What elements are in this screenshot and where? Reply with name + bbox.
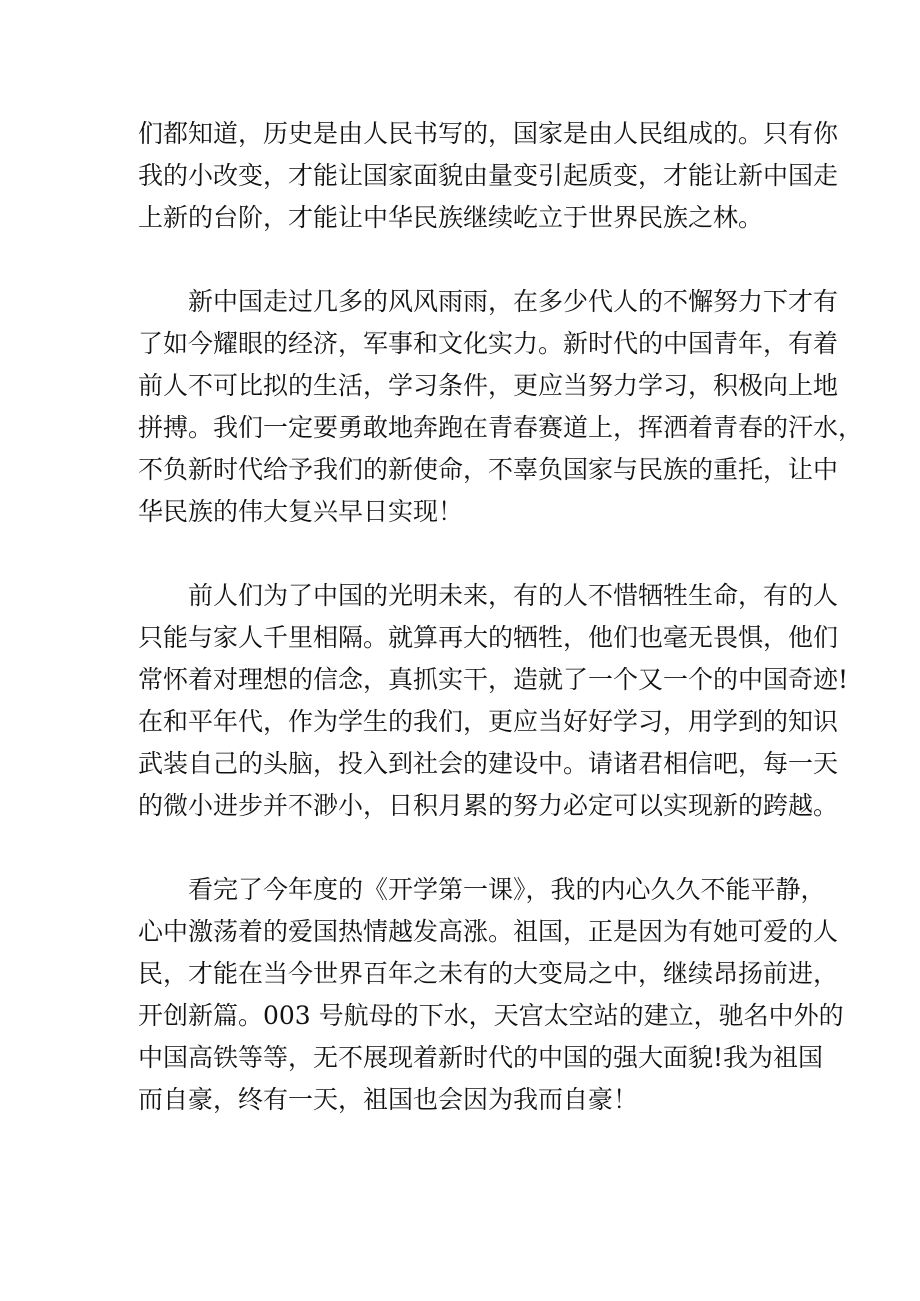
paragraph-4 — [138, 869, 844, 1121]
paragraph-3 — [138, 575, 849, 827]
text-line: 心中激荡着的爱国热情越发高涨。祖国，正是因为有她可爱的人 — [138, 917, 839, 946]
text-line: 在和平年代，作为学生的我们，更应当好好学习，用学到的知识 — [138, 707, 839, 736]
text-line: 上新的台阶，才能让中华民族继续屹立于世界民族之林。 — [138, 203, 764, 232]
text-line: 而自豪，终有一天，祖国也会因为我而自豪！ — [138, 1085, 639, 1114]
text-line: 不负新时代给予我们的新使命，不辜负国家与民族的重托，让中 — [138, 455, 839, 484]
text-line: 前人们为了中国的光明未来，有的人不惜牺牲生命，有的人 — [188, 581, 839, 610]
text-line: 武装自己的头脑，投入到社会的建设中。请诸君相信吧，每一天 — [138, 749, 839, 778]
text-line: 民，才能在当今世界百年之未有的大变局之中，继续昂扬前进， — [138, 959, 839, 988]
text-line: 常怀着对理想的信念，真抓实干，造就了一个又一个的中国奇迹! — [138, 665, 849, 694]
text-line: 新中国走过几多的风风雨雨，在多少代人的不懈努力下才有 — [188, 287, 839, 316]
text-line: 华民族的伟大复兴早日实现！ — [138, 497, 464, 526]
text-line: 前人不可比拟的生活，学习条件，更应当努力学习，积极向上地 — [138, 371, 839, 400]
text-line: 中国高铁等等，无不展现着新时代的中国的强大面貌!我为祖国 — [138, 1043, 824, 1072]
text-line: 了如今耀眼的经济，军事和文化实力。新时代的中国青年，有着 — [138, 329, 839, 358]
text-line: 只能与家人千里相隔。就算再大的牺牲，他们也毫无畏惧，他们 — [138, 623, 839, 652]
text-line: 的微小进步并不渺小，日积月累的努力必定可以实现新的跨越。 — [138, 791, 839, 820]
text-line: 拼搏。我们一定要勇敢地奔跑在青春赛道上，挥洒着青春的汗水， — [138, 413, 864, 442]
text-line: 开创新篇。003 号航母的下水，天宫太空站的建立，驰名中外的 — [138, 1001, 844, 1030]
paragraph-1 — [138, 113, 839, 239]
text-line: 们都知道，历史是由人民书写的，国家是由人民组成的。只有你 — [138, 119, 839, 148]
text-line: 我的小改变，才能让国家面貌由量变引起质变，才能让新中国走 — [138, 161, 839, 190]
text-line: 看完了今年度的《开学第一课》，我的内心久久不能平静， — [188, 875, 826, 904]
document-body — [138, 113, 864, 1121]
paragraph-2 — [138, 281, 864, 533]
